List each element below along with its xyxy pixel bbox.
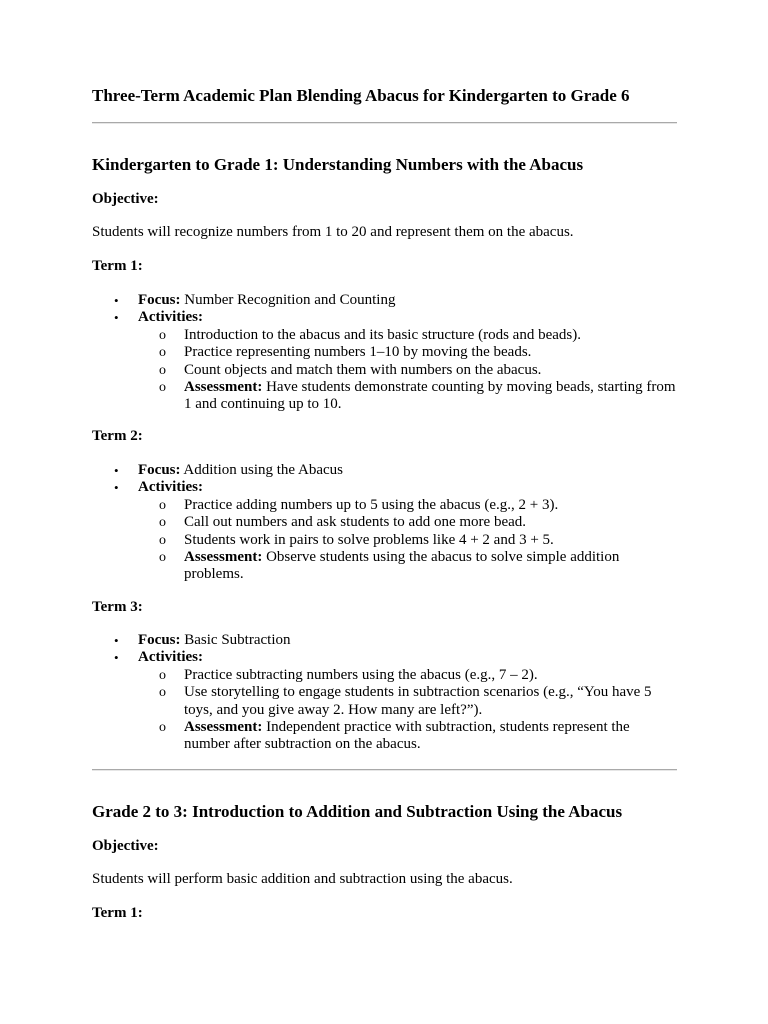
document-title: Three-Term Academic Plan Blending Abacus for Kindergarten to Grade 6 <box>92 86 630 105</box>
list-item <box>92 479 677 496</box>
sub-list-item <box>92 719 677 754</box>
objective-text: Students will recognize numbers from 1 to 20 and represent them on the abacus. <box>92 224 574 240</box>
sub-list-item <box>92 497 677 514</box>
term-list <box>92 462 677 584</box>
objective-label: Objective: <box>92 838 159 854</box>
activity-text: Use storytelling to engage students in subtraction scenarios (e.g., “You have 5 toys, and you give away 2. How many are left?”). <box>184 684 652 718</box>
bullet-icon: • <box>114 480 119 496</box>
circle-bullet-icon: o <box>159 720 166 736</box>
term-label: Term 2: <box>92 428 143 444</box>
circle-bullet-icon: o <box>159 362 166 378</box>
sub-list-item <box>92 549 677 584</box>
activity-text: Introduction to the abacus and its basic structure (rods and beads). <box>184 326 581 343</box>
list-item <box>92 649 677 666</box>
horizontal-rule <box>92 769 677 771</box>
activity-text: Students work in pairs to solve problems like 4 + 2 and 3 + 5. <box>184 531 554 548</box>
circle-bullet-icon: o <box>159 380 166 396</box>
activities-label: Activities: <box>138 309 203 326</box>
activity-text: Practice adding numbers up to 5 using the abacus (e.g., 2 + 3). <box>184 496 559 513</box>
circle-bullet-icon: o <box>159 667 166 683</box>
circle-bullet-icon: o <box>159 497 166 513</box>
activity-text: Practice representing numbers 1–10 by moving the beads. <box>184 344 532 361</box>
term-label: Term 1: <box>92 258 143 274</box>
bullet-icon: • <box>114 633 119 648</box>
focus-text: Basic Subtraction <box>180 632 291 648</box>
objective-label: Objective: <box>92 191 159 207</box>
activity-text: Call out numbers and ask students to add one more bead. <box>184 514 527 531</box>
sub-list-item <box>92 684 677 719</box>
activity-text: Practice subtracting numbers using the abacus (e.g., 7 – 2). <box>184 666 538 683</box>
circle-bullet-icon: o <box>159 327 166 343</box>
list-item <box>92 462 677 479</box>
section-heading: Grade 2 to 3: Introduction to Addition and Subtraction Using the Abacus <box>92 802 623 821</box>
list-item <box>92 632 677 649</box>
bullet-icon: • <box>114 293 119 308</box>
term-label: Term 3: <box>92 599 143 615</box>
list-item <box>92 292 677 309</box>
sub-list-item <box>92 379 677 414</box>
focus-text: Addition using the Abacus <box>180 462 343 478</box>
circle-bullet-icon: o <box>159 550 166 566</box>
circle-bullet-icon: o <box>159 345 166 361</box>
assessment-label: Assessment: <box>184 549 263 566</box>
assessment-label: Assessment: <box>184 719 263 736</box>
bullet-icon: • <box>114 310 119 326</box>
sub-list-item <box>92 667 677 684</box>
bullet-icon: • <box>114 463 119 478</box>
circle-bullet-icon: o <box>159 515 166 531</box>
circle-bullet-icon: o <box>159 532 166 548</box>
activities-label: Activities: <box>138 479 203 496</box>
sub-list-item <box>92 344 677 361</box>
sub-list-item <box>92 362 677 379</box>
focus-label: Focus: <box>138 632 181 648</box>
list-item <box>92 309 677 326</box>
activity-text: Have students demonstrate counting by moving beads, starting from 1 and continuing up to 10. <box>184 379 676 413</box>
sub-list-item <box>92 514 677 531</box>
objective-text: Students will perform basic addition and subtraction using the abacus. <box>92 871 513 887</box>
activity-text: Observe students using the abacus to solve simple addition problems. <box>184 549 620 583</box>
bullet-icon: • <box>114 650 119 666</box>
horizontal-rule <box>92 122 677 124</box>
sub-list-item <box>92 327 677 344</box>
activity-text: Count objects and match them with numbers on the abacus. <box>184 361 542 378</box>
focus-label: Focus: <box>138 292 181 308</box>
term-list <box>92 292 677 414</box>
section-heading: Kindergarten to Grade 1: Understanding Numbers with the Abacus <box>92 155 584 174</box>
term-list <box>92 632 677 754</box>
focus-text: Number Recognition and Counting <box>180 292 396 308</box>
activity-text: Independent practice with subtraction, students represent the number after subtraction on the abacus. <box>184 719 630 753</box>
term-label: Term 1: <box>92 905 143 921</box>
activities-label: Activities: <box>138 649 203 666</box>
assessment-label: Assessment: <box>184 379 263 396</box>
sub-list-item <box>92 532 677 549</box>
focus-label: Focus: <box>138 462 181 478</box>
circle-bullet-icon: o <box>159 685 166 701</box>
